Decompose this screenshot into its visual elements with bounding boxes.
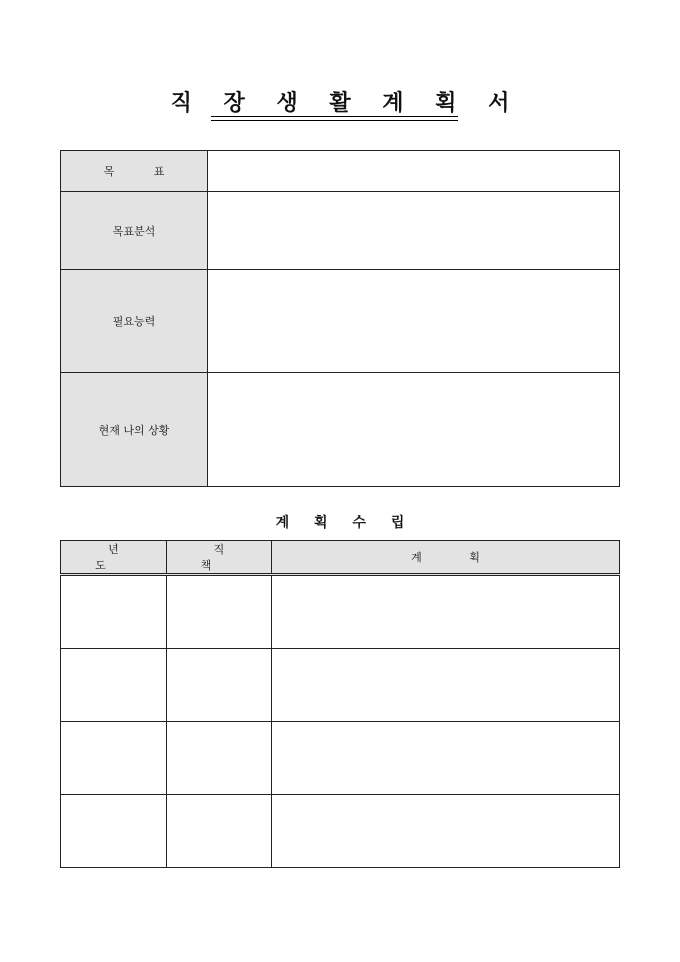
goal-table [60, 150, 620, 487]
plan-cell[interactable] [272, 795, 620, 868]
plan-row [61, 575, 620, 649]
plan-header-text: 계 획 [411, 551, 502, 564]
position-header-text: 직 책 [200, 543, 251, 572]
goal-label-text: 목 표 [103, 165, 183, 178]
goal-analysis-label: 목표분석 [61, 192, 208, 270]
current-situation-label: 현재 나의 상황 [61, 373, 208, 487]
required-skills-label: 필요능력 [61, 270, 208, 373]
plan-row [61, 649, 620, 722]
position-cell[interactable] [167, 575, 272, 649]
plan-cell[interactable] [272, 575, 620, 649]
year-cell[interactable] [61, 795, 167, 868]
current-situation-field[interactable] [208, 373, 620, 487]
goal-label [61, 151, 208, 192]
goal-analysis-field[interactable] [208, 192, 620, 270]
title-underline-bottom [211, 120, 458, 121]
plan-cell[interactable] [272, 649, 620, 722]
year-cell[interactable] [61, 649, 167, 722]
required-skills-row [61, 270, 620, 373]
plan-header-row [61, 541, 620, 575]
goal-field[interactable] [208, 151, 620, 192]
plan-header [272, 541, 620, 575]
goal-row [61, 151, 620, 192]
position-cell[interactable] [167, 722, 272, 795]
year-cell[interactable] [61, 575, 167, 649]
plan-table [60, 540, 620, 868]
plan-row [61, 795, 620, 868]
goal-analysis-row [61, 192, 620, 270]
year-header-text: 년 도 [95, 543, 145, 572]
current-situation-row [61, 373, 620, 487]
position-header [167, 541, 272, 575]
year-cell[interactable] [61, 722, 167, 795]
plan-row [61, 722, 620, 795]
position-cell[interactable] [167, 649, 272, 722]
plan-cell[interactable] [272, 722, 620, 795]
year-header [61, 541, 167, 575]
plan-section-title: 계 획 수 립 [275, 515, 415, 531]
page-title: 직 장 생 활 계 획 서 [170, 90, 522, 116]
title-underline-top [211, 116, 458, 117]
position-cell[interactable] [167, 795, 272, 868]
required-skills-field[interactable] [208, 270, 620, 373]
